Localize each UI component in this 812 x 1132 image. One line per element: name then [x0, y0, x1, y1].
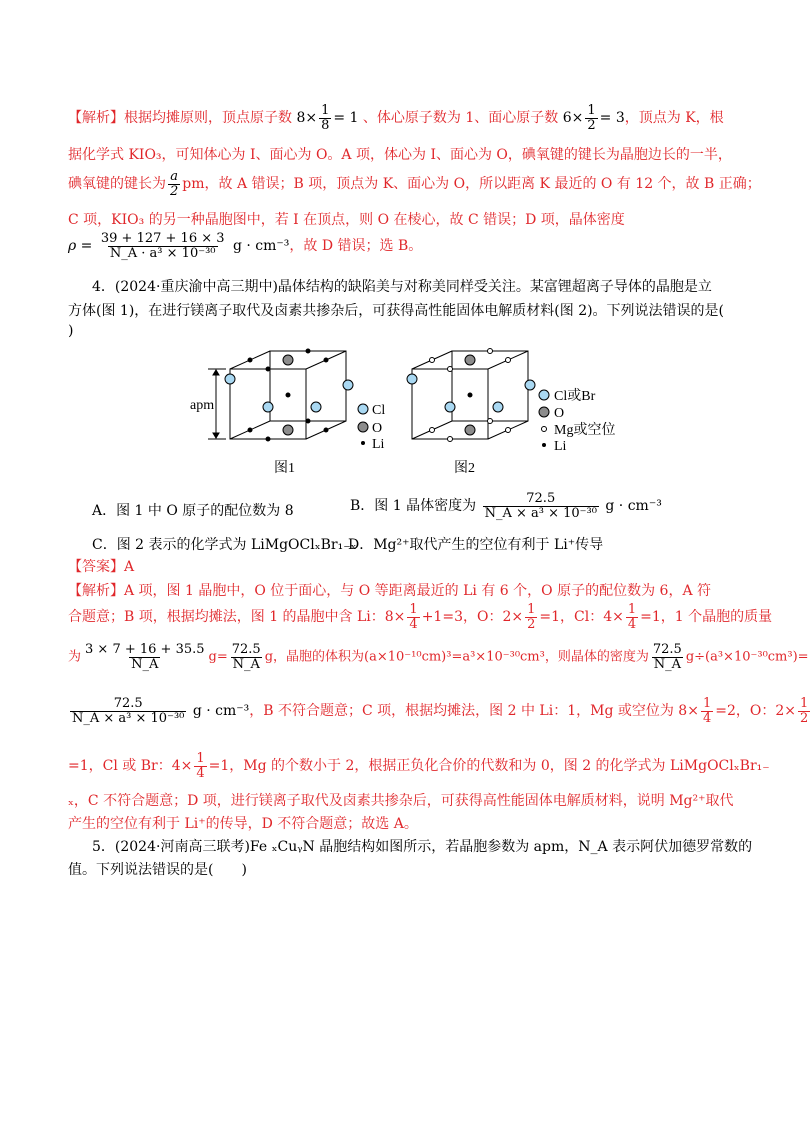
numerator: 1 [627, 602, 637, 617]
text: ，故 D 错误；选 B。 [289, 238, 423, 255]
denominator: 8 [321, 117, 330, 133]
denominator: 4 [702, 710, 712, 726]
unit: g · cm⁻³ [605, 498, 662, 515]
edge-length-label: apm [190, 398, 215, 413]
question4-line2: 方体(图 1)，在进行镁离子取代及卤素共掺杂后，可获得高性能固体电解质材料(图 2)。下列说法错误的是( [68, 303, 725, 319]
denominator: 4 [409, 616, 418, 632]
option-b [350, 492, 662, 520]
rho: ρ = [68, 238, 93, 255]
fraction-a/2 [168, 170, 180, 198]
figure1-caption: 图1 [274, 461, 295, 476]
fraction [525, 603, 537, 631]
fraction [194, 752, 206, 780]
fraction [626, 603, 638, 631]
question5-line2: 值。下列说法错误的是( ) [68, 862, 247, 878]
fraction [585, 104, 597, 132]
legend-mg-or-vacancy: Mg或空位 [554, 423, 616, 438]
numerator: 72.5 [113, 696, 143, 711]
formula-8x1/8 [296, 103, 359, 133]
denominator: 4 [196, 765, 205, 781]
denominator: N_A × a³ × 10⁻³⁰ [72, 710, 185, 726]
fraction [83, 643, 207, 671]
numerator: 72.5 [526, 491, 556, 506]
figure1-legend [358, 403, 385, 452]
fraction [798, 697, 810, 725]
fraction [483, 492, 599, 520]
crystal-cell-figure [190, 337, 616, 483]
text: = 3 [599, 110, 625, 127]
figure2-caption: 图2 [454, 461, 475, 476]
denominator: 2 [527, 616, 536, 632]
text: ，B 不符合题意；C 项，根据均摊法，图 2 中 Li：1，Mg 或空位为 8× [249, 703, 699, 720]
option-d: D．Mg²⁺取代产生的空位有利于 Li⁺传导 [348, 537, 604, 553]
explanation3-line2: 据化学式 KIO₃，可知体心为 I、面心为 O。A 项，体心为 I、面心为 O，碘氧键的键长为晶胞边长的一半， [68, 147, 732, 163]
fraction [651, 643, 684, 671]
text: 碘氧键的键长为 [68, 176, 166, 193]
explanation4-line6: ₓ，C 不符合题意；D 项，进行镁离子取代及卤素共掺杂后，可获得高性能固体电解质材料，说明 Mg²⁺取代 [68, 793, 734, 809]
option-a: A．图 1 中 O 原子的配位数为 8 [92, 503, 294, 519]
question4-line1: 4．(2024·重庆渝中高三期中)晶体结构的缺陷美与对称美同样受关注。某富锂超离子导体的晶胞是立 [92, 279, 712, 295]
denominator: N_A [232, 656, 260, 672]
text: =1，1 个晶胞的质量 [640, 609, 773, 626]
text: 、体心原子数为 1、面心原子数 [362, 110, 559, 127]
explanation4-line4 [68, 697, 812, 725]
numerator: 39 + 127 + 16 × 3 [100, 231, 225, 246]
text: 合题意；B 项，根据均摊法，图 1 的晶胞中含 Li：8× [68, 609, 406, 626]
legend-cl: Cl [372, 403, 386, 418]
option-c: C．图 2 表示的化学式为 LiMgOClₓBr₁₋ₓ [92, 537, 357, 553]
text: pm，故 A 错误；B 项，顶点为 K、面心为 O，所以距离 K 最近的 O 有 12 个，故 B 正确； [182, 176, 761, 193]
numerator: a [170, 169, 179, 184]
numerator: 72.5 [231, 642, 261, 657]
answer-value: A [124, 559, 135, 575]
question5-line1: 5．(2024·河南高三联考)Fe ₓCuᵧN 晶胞结构如图所示，若晶胞参数为 apm，N_A 表示阿伏加德罗常数的 [92, 839, 753, 855]
explanation4-line3 [68, 643, 809, 671]
text: 8× [296, 110, 318, 127]
explanation4-line7: 产生的空位有利于 Li⁺的传导，D 不符合题意；故选 A。 [68, 816, 418, 832]
text: g÷(a³×10⁻³⁰cm³)= [685, 649, 809, 665]
text: +1=3，O：2× [421, 609, 524, 626]
density-fraction [99, 232, 227, 260]
numerator: 1 [527, 602, 536, 617]
text: g= [208, 649, 228, 665]
legend-o: O [554, 406, 565, 421]
text: A 项，图 1 晶胞中，O 位于面心，与 O 等距离最近的 Li 有 6 个，O 原子的配位数为 6，A 符 [124, 583, 712, 599]
text: g，晶胞的体积为(a×10⁻¹⁰cm)³=a³×10⁻³⁰cm³，则晶体的密度为 [264, 649, 649, 665]
text: 根据均摊原则，顶点原子数 [124, 110, 292, 127]
text: = 1 [333, 110, 359, 127]
question4-line3: ) [68, 323, 74, 339]
text: =1，Cl 或 Br：4× [68, 758, 193, 775]
denominator: N_A [131, 656, 159, 672]
fraction [319, 104, 331, 132]
explanation4-line2 [68, 603, 772, 631]
text: =2，O：2× [715, 703, 796, 720]
numerator: 1 [409, 602, 418, 617]
denominator: N_A [653, 656, 681, 672]
fraction [701, 697, 713, 725]
explanation3-line3 [68, 170, 761, 198]
density-fraction [70, 697, 186, 725]
explanation3-line4: C 项，KIO₃ 的另一种晶胞图中，若 I 在顶点，则 O 在棱心，故 C 错误；D 项，晶体密度 [68, 212, 625, 228]
text: B．图 1 晶体密度为 [350, 498, 477, 515]
text: =1，Cl：4× [539, 609, 624, 626]
explanation4-line5 [68, 752, 770, 780]
text: 6× [562, 110, 584, 127]
legend-li: Li [554, 439, 567, 454]
answer-label: 【答案】 [68, 559, 124, 575]
numerator: 3 × 7 + 16 + 35.5 [85, 642, 205, 657]
text: ，顶点为 K，根 [624, 110, 724, 127]
numerator: 1 [196, 751, 205, 766]
figure2-legend [539, 388, 615, 454]
numerator: 72.5 [652, 642, 682, 657]
unit: g · cm⁻³ [192, 703, 250, 720]
explanation3-line1 [68, 104, 724, 132]
fraction [407, 603, 419, 631]
text: 为 [68, 649, 82, 665]
denominator: 2 [170, 183, 179, 199]
denominator: 4 [627, 616, 637, 632]
denominator: 2 [587, 117, 596, 133]
unit: g · cm⁻³ [232, 238, 290, 255]
explanation-label: 【解析】 [68, 110, 124, 127]
explanation-label: 【解析】 [68, 583, 124, 599]
numerator: 1 [587, 103, 596, 118]
denominator: N_A × a³ × 10⁻³⁰ [484, 505, 597, 521]
numerator: 1 [800, 696, 809, 711]
formula-6x1/2 [562, 103, 625, 133]
numerator: 1 [321, 103, 330, 118]
legend-o: O [372, 421, 383, 436]
explanation3-line5 [68, 232, 422, 260]
fraction [230, 643, 263, 671]
numerator: 1 [702, 696, 712, 711]
legend-li: Li [372, 437, 385, 452]
explanation4-line1 [68, 580, 711, 600]
answer4 [68, 556, 134, 576]
denominator: N_A · a³ × 10⁻³⁰ [109, 245, 216, 261]
denominator: 2 [800, 710, 809, 726]
legend-cl-or-br: Cl或Br [554, 389, 596, 404]
text: =1，Mg 的个数小于 2，根据正负化合价的代数和为 0，图 2 的化学式为 LiMgOClₓBr₁₋ [208, 758, 770, 775]
